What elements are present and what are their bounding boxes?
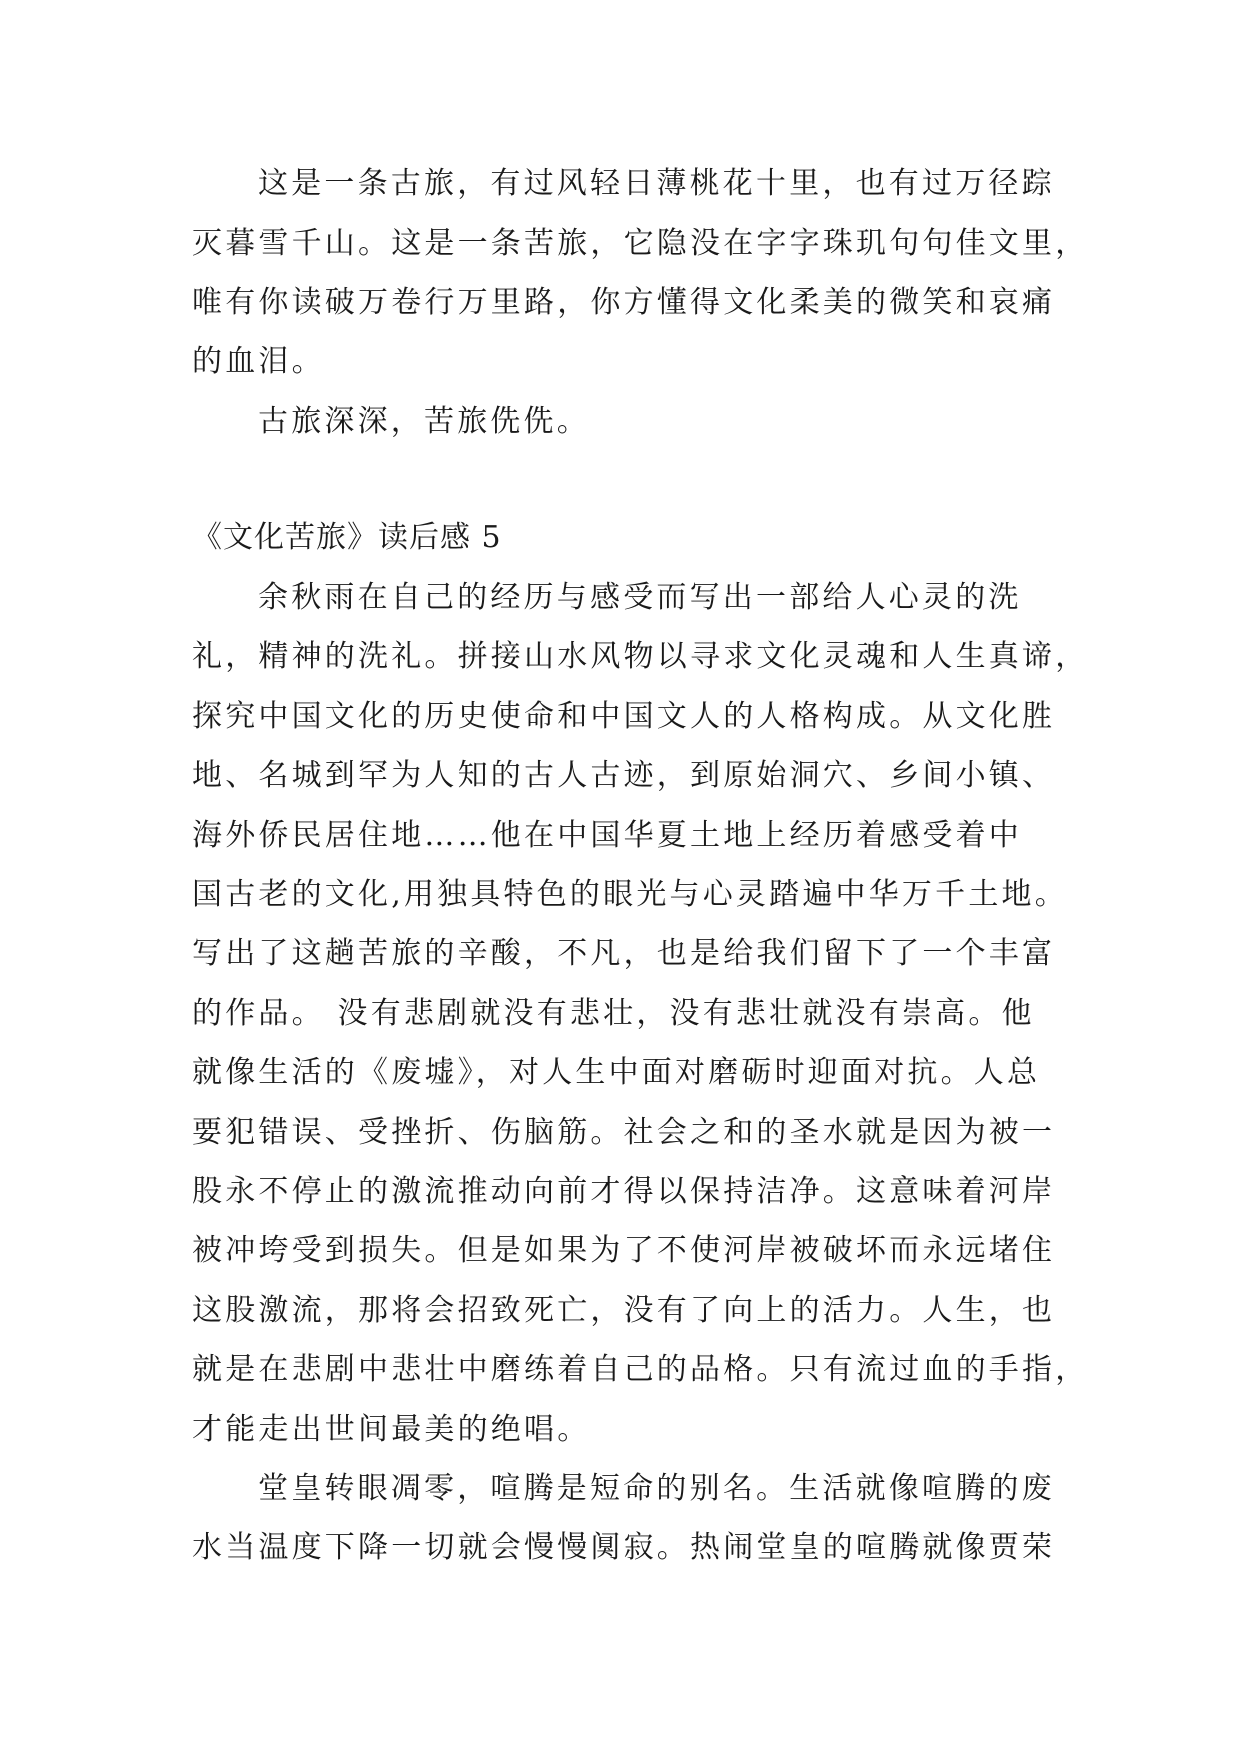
paragraph-line: 礼，精神的洗礼。拼接山水风物以寻求文化灵魂和人生真谛， <box>192 639 1089 674</box>
paragraph-line: 就像生活的《废墟》，对人生中面对磨砺时迎面对抗。人总 <box>192 1055 1041 1090</box>
paragraph-line: 国古老的文化,用独具特色的眼光与心灵踏遍中华万千土地。 <box>192 877 1068 912</box>
paragraph-line: 堂皇转眼凋零，喧腾是短命的别名。生活就像喧腾的废 <box>258 1471 1055 1506</box>
paragraph-line: 股永不停止的激流推动向前才得以保持洁净。这意味着河岸 <box>192 1174 1056 1209</box>
paragraph-line: 古旅深深，苦旅侁侁。 <box>258 404 590 439</box>
paragraph-line: 海外侨民居住地……他在中国华夏土地上经历着感受着中 <box>192 818 1022 853</box>
paragraph-line: 才能走出世间最美的绝唱。 <box>192 1412 591 1447</box>
paragraph-line: 写出了这趟苦旅的辛酸，不凡，也是给我们留下了一个丰富 <box>192 936 1056 971</box>
paragraph-line: 灭暮雪千山。这是一条苦旅，它隐没在字字珠玑句句佳文里， <box>192 226 1089 261</box>
paragraph-line: 被冲垮受到损失。但是如果为了不使河岸被破坏而永远堵住 <box>192 1233 1056 1268</box>
paragraph-line: 这股激流，那将会招致死亡，没有了向上的活力。人生，也 <box>192 1293 1056 1328</box>
paragraph-line: 就是在悲剧中悲壮中磨练着自己的品格。只有流过血的手指， <box>192 1352 1089 1387</box>
paragraph-line: 唯有你读破万卷行万里路，你方懂得文化柔美的微笑和哀痛 <box>192 285 1056 320</box>
paragraph-line: 水当温度下降一切就会慢慢阒寂。热闹堂皇的喧腾就像贾荣 <box>192 1530 1056 1565</box>
paragraph-line: 这是一条古旅，有过风轻日薄桃花十里，也有过万径踪 <box>258 166 1055 201</box>
paragraph-line: 余秋雨在自己的经历与感受而写出一部给人心灵的洗 <box>258 580 1022 615</box>
paragraph-line: 地、名城到罕为人知的古人古迹，到原始洞穴、乡间小镇、 <box>192 758 1056 793</box>
paragraph-line: 要犯错误、受挫折、伤脑筋。社会之和的圣水就是因为被一 <box>192 1115 1056 1150</box>
paragraph-line: 的血泪。 <box>192 344 325 379</box>
paragraph-line: 的作品。 没有悲剧就没有悲壮，没有悲壮就没有崇高。他 <box>192 996 1035 1031</box>
section-heading: 《文化苦旅》读后感 5 <box>192 520 502 555</box>
paragraph-line: 探究中国文化的历史使命和中国文人的人格构成。从文化胜 <box>192 699 1056 734</box>
